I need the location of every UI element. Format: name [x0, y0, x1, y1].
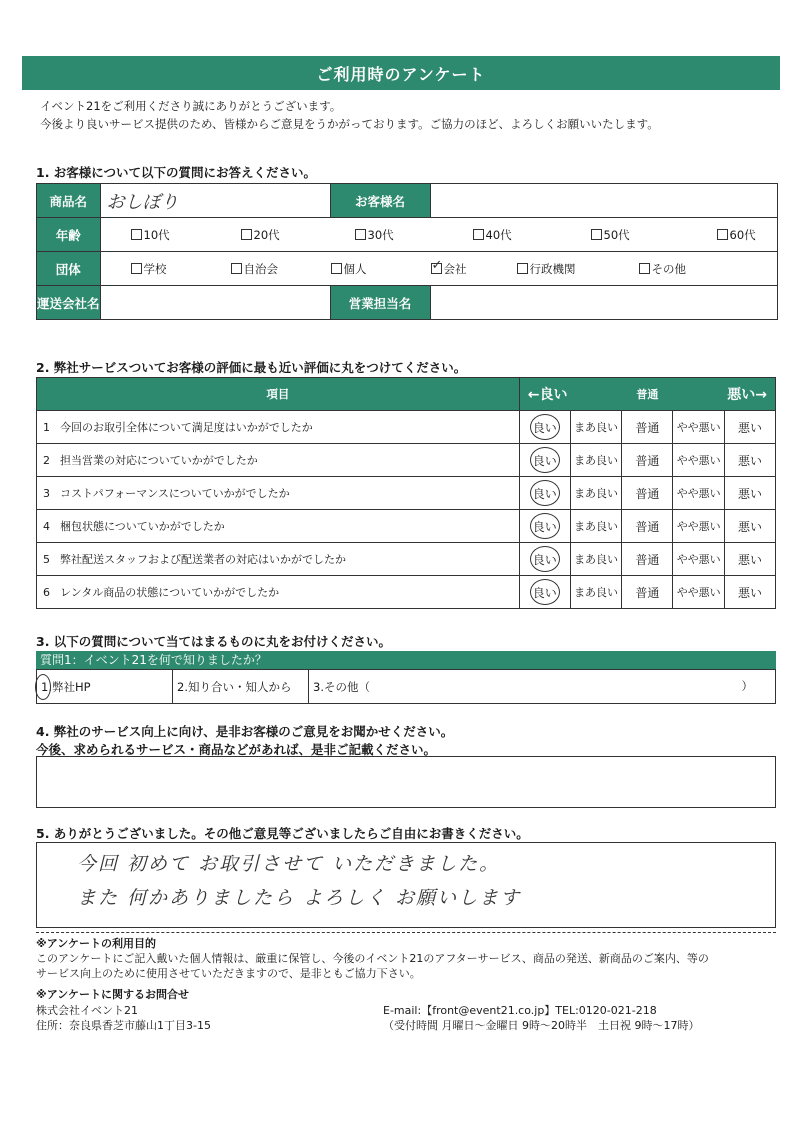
rating-option-label: 普通: [635, 552, 660, 567]
question-number: 4: [43, 520, 50, 533]
checkbox-icon: [131, 263, 142, 274]
rating-option-label: やや悪い: [676, 487, 721, 500]
group-option[interactable]: [517, 261, 639, 277]
rating-row: [37, 444, 776, 477]
selected-circle-mark: [530, 546, 560, 572]
rating-option-label: 普通: [635, 453, 660, 468]
rating-question: [37, 411, 520, 444]
rating-option[interactable]: [622, 576, 673, 609]
section1-heading: 1. お客様について以下の質問にお答えください。: [36, 165, 317, 180]
age-option[interactable]: [717, 227, 777, 243]
group-label: 団体: [37, 252, 101, 286]
group-option-label: 学校: [143, 261, 167, 276]
contact-email-tel: E-mail:【front@event21.co.jp】TEL:0120-021-218: [383, 1004, 657, 1017]
age-label: 年齢: [37, 218, 101, 252]
rating-option[interactable]: [570, 477, 622, 510]
customer-field[interactable]: [430, 184, 777, 218]
rating-option[interactable]: [519, 543, 570, 576]
question-text: コストパフォーマンスについていかがでしたか: [60, 487, 290, 500]
rating-row: [37, 576, 776, 609]
age-option[interactable]: [591, 227, 651, 243]
group-option[interactable]: [231, 261, 331, 277]
group-option[interactable]: [131, 261, 231, 277]
age-option-label: 30代: [367, 227, 394, 242]
checkbox-icon: [591, 229, 602, 240]
rating-option-label: やや悪い: [676, 520, 721, 533]
purpose-line2: サービス向上のために使用させていただきますので、是非ともご協力下さい。: [36, 967, 421, 980]
rating-option[interactable]: [725, 444, 776, 477]
customer-info-table: [36, 183, 778, 320]
question-text: 今回のお取引全体について満足度はいかがでしたか: [60, 421, 313, 434]
rating-row: [37, 477, 776, 510]
checkbox-icon: [717, 229, 728, 240]
section5-answer-line2: また 何かありましたら よろしく お願いします: [77, 887, 522, 909]
age-option-label: 60代: [729, 227, 756, 242]
contact-hours: （受付時間 月曜日～金曜日 9時～20時半 土日祝 9時～17時）: [383, 1019, 700, 1032]
selected-circle-mark: [530, 414, 560, 440]
checkbox-icon: [331, 263, 342, 274]
rating-option[interactable]: [622, 543, 673, 576]
question1-text: 質問1：イベント21を何で知りましたか？: [40, 653, 267, 667]
rating-option[interactable]: [519, 576, 570, 609]
rating-option-label: 悪い: [738, 486, 763, 501]
rating-row: [37, 411, 776, 444]
rating-option[interactable]: [622, 510, 673, 543]
checkbox-icon: [431, 258, 443, 274]
rating-question: [37, 444, 520, 477]
rating-option[interactable]: [519, 411, 570, 444]
rating-option-label: 悪い: [738, 519, 763, 534]
group-options: [100, 252, 777, 286]
rating-option-label: 良い: [532, 486, 557, 501]
selected-circle-mark: [530, 480, 560, 506]
rating-option-label: 良い: [532, 552, 557, 567]
shipping-label: 運送会社名: [37, 286, 101, 320]
question-text: 担当営業の対応についていかがでしたか: [60, 454, 258, 467]
source-table: [36, 669, 776, 704]
question1-bar: [36, 651, 776, 669]
source-option-other-label: 3.その他（: [313, 679, 370, 694]
rating-option-label: 普通: [635, 519, 660, 534]
checkbox-icon: [355, 229, 366, 240]
source-option-other[interactable]: [309, 670, 776, 704]
checkbox-icon: [517, 263, 528, 274]
section5-answer-box[interactable]: [36, 842, 776, 928]
question-text: レンタル商品の状態についていかがでしたか: [60, 586, 280, 599]
rating-question: [37, 576, 520, 609]
age-option[interactable]: [473, 227, 533, 243]
source-option-hp[interactable]: [37, 670, 173, 704]
page-title: [22, 56, 780, 90]
source-option-hp-label: 1.弊社HP: [41, 679, 91, 694]
rating-question: [37, 477, 520, 510]
rating-option[interactable]: [622, 444, 673, 477]
company-name: 株式会社イベント21: [36, 1004, 138, 1017]
rating-option[interactable]: [570, 411, 622, 444]
selected-circle-mark: [530, 513, 560, 539]
rating-option-label: やや悪い: [676, 454, 721, 467]
sales-field[interactable]: [430, 286, 777, 320]
section4-subheading: 今後、求められるサービス・商品などがあれば、是非ご記載ください。: [36, 742, 437, 757]
intro-line-2: 今後より良いサービス提供のため、皆様からご意見をうかがっております。ご協力のほど、よろしくお願いいたします。: [40, 117, 659, 131]
age-option-label: 50代: [603, 227, 630, 242]
section5-answer-line1: 今回 初めて お取引させて いただきました。: [77, 853, 501, 875]
question-number: 3: [43, 487, 50, 500]
rating-option-label: 良い: [532, 585, 557, 600]
age-option[interactable]: [241, 227, 301, 243]
group-option-label: その他: [651, 261, 687, 276]
check-mark-icon: ✓: [431, 258, 443, 273]
rating-option-label: まあ良い: [574, 421, 619, 434]
group-option[interactable]: [331, 261, 431, 277]
group-option[interactable]: [431, 258, 517, 277]
product-field[interactable]: [100, 184, 330, 218]
checkbox-icon: [131, 229, 142, 240]
page-title-text: ご利用時のアンケート: [316, 64, 486, 84]
age-option-label: 40代: [485, 227, 512, 242]
item-column-header: 項目: [37, 378, 520, 411]
group-option-label: 個人: [343, 261, 367, 276]
rating-option-label: まあ良い: [574, 454, 619, 467]
scale-bad: 悪い→: [727, 387, 767, 403]
rating-option[interactable]: [673, 543, 725, 576]
rating-option[interactable]: [725, 477, 776, 510]
scale-mid: 普通: [636, 388, 659, 401]
rating-option[interactable]: [570, 543, 622, 576]
rating-option-label: まあ良い: [574, 553, 619, 566]
rating-option-label: やや悪い: [676, 421, 721, 434]
rating-option[interactable]: [570, 510, 622, 543]
scale-header: [519, 378, 775, 411]
section4-heading: 4. 弊社のサービス向上に向け、是非お客様のご意見をお聞かせください。: [36, 724, 454, 739]
purpose-line1: このアンケートにご記入戴いた個人情報は、厳重に保管し、今後のイベント21のアフターサービス、商品の発送、新商品のご案内、等の: [36, 952, 709, 965]
rating-question: [37, 510, 520, 543]
section5-heading: 5. ありがとうございました。その他ご意見等ございましたらご自由にお書きください。: [36, 826, 529, 841]
checkbox-icon: [231, 263, 242, 274]
product-value: おしぼり: [106, 191, 179, 213]
rating-option-label: やや悪い: [676, 553, 721, 566]
checkbox-icon: [241, 229, 252, 240]
group-option-label: 行政機関: [529, 261, 576, 276]
selected-circle-mark: [530, 447, 560, 473]
shipping-field[interactable]: [100, 286, 330, 320]
rating-table: [36, 377, 776, 609]
question-number: 2: [43, 454, 50, 467]
selected-circle-mark: [530, 579, 560, 605]
rating-option[interactable]: [570, 444, 622, 477]
rating-option[interactable]: [725, 543, 776, 576]
group-option-label: 会社: [443, 261, 467, 276]
rating-option-label: まあ良い: [574, 520, 619, 533]
source-option-other-close: ）: [741, 678, 753, 693]
age-option-label: 20代: [253, 227, 280, 242]
rating-option-label: まあ良い: [574, 586, 619, 599]
rating-option-label: 普通: [635, 585, 660, 600]
question-number: 5: [43, 553, 50, 566]
intro-line-1: イベント21をご利用くださり誠にありがとうございます。: [40, 99, 342, 113]
rating-option[interactable]: [519, 510, 570, 543]
section2-heading: 2. 弊社サービスついてお客様の評価に最も近い評価に丸をつけてください。: [36, 360, 467, 375]
question-text: 梱包状態についていかがでしたか: [60, 520, 225, 533]
sales-label: 営業担当名: [330, 286, 430, 320]
checkbox-icon: [473, 229, 484, 240]
age-option-label: 10代: [143, 227, 170, 242]
footer-divider: [36, 932, 776, 933]
rating-row: [37, 510, 776, 543]
rating-option-label: 悪い: [738, 585, 763, 600]
contact-title: ※アンケートに関するお問合せ: [36, 988, 190, 1001]
rating-option[interactable]: [725, 411, 776, 444]
rating-option[interactable]: [673, 477, 725, 510]
question-number: 6: [43, 586, 50, 599]
source-hp-circle: [35, 674, 51, 700]
rating-option[interactable]: [519, 477, 570, 510]
rating-option-label: 悪い: [738, 453, 763, 468]
product-label: 商品名: [37, 184, 101, 218]
age-option[interactable]: [355, 227, 415, 243]
age-option[interactable]: [131, 227, 191, 243]
age-options: [100, 218, 777, 252]
rating-question: [37, 543, 520, 576]
section4-answer-box[interactable]: [36, 756, 776, 808]
rating-option[interactable]: [673, 444, 725, 477]
section3-heading: 3. 以下の質問について当てはまるものに丸をお付けください。: [36, 634, 392, 649]
rating-option[interactable]: [725, 576, 776, 609]
checkbox-icon: [639, 263, 650, 274]
group-option[interactable]: [639, 261, 719, 277]
rating-option[interactable]: [725, 510, 776, 543]
rating-option-label: 良い: [532, 453, 557, 468]
rating-option-label: 普通: [635, 420, 660, 435]
scale-good: ←良い: [527, 387, 568, 403]
rating-option-label: 悪い: [738, 420, 763, 435]
rating-option-label: 普通: [635, 486, 660, 501]
question-text: 弊社配送スタッフおよび配送業者の対応はいかがでしたか: [60, 553, 346, 566]
rating-option[interactable]: [673, 576, 725, 609]
purpose-title: ※アンケートの利用目的: [36, 937, 157, 950]
rating-option-label: 良い: [532, 519, 557, 534]
rating-option-label: やや悪い: [676, 586, 721, 599]
rating-option[interactable]: [673, 411, 725, 444]
rating-option[interactable]: [519, 444, 570, 477]
rating-option-label: 良い: [532, 420, 557, 435]
rating-option[interactable]: [622, 411, 673, 444]
rating-option[interactable]: [673, 510, 725, 543]
group-option-label: 自治会: [243, 261, 279, 276]
rating-option-label: まあ良い: [574, 487, 619, 500]
company-address: 住所：奈良県香芝市藤山1丁目3-15: [36, 1019, 211, 1032]
rating-row: [37, 543, 776, 576]
rating-option[interactable]: [570, 576, 622, 609]
question-number: 1: [43, 421, 50, 434]
source-option-acquaintance[interactable]: [173, 670, 309, 704]
source-option-acquaintance-label: 2.知り合い・知人から: [177, 679, 292, 694]
rating-option[interactable]: [622, 477, 673, 510]
customer-label: お客様名: [330, 184, 430, 218]
rating-option-label: 悪い: [738, 552, 763, 567]
